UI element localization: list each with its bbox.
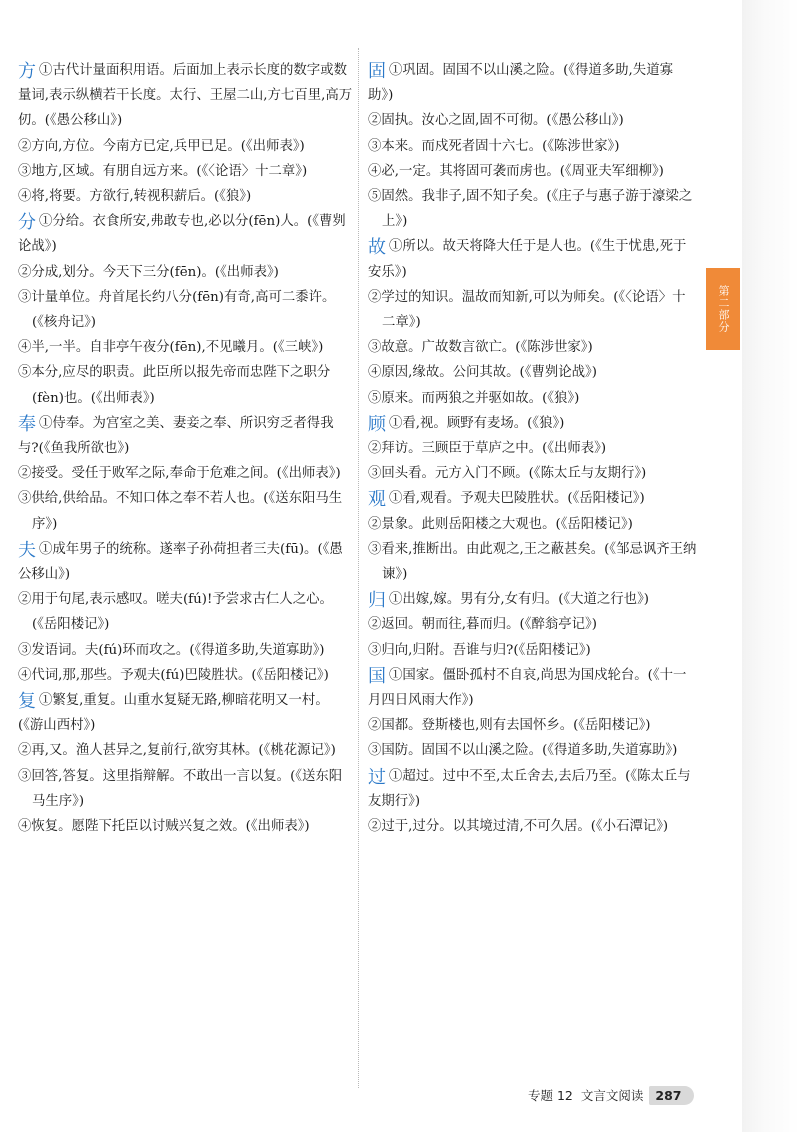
- sense-definition: ②接受。受任于败军之际,奉命于危难之间。(《出师表》): [18, 466, 341, 482]
- headword: 分: [18, 212, 36, 234]
- sense-definition: ①侍奉。为宫室之美、妻妾之奉、所识穷乏者得我与?(《鱼我所欲也》): [18, 415, 334, 457]
- headword: 观: [368, 489, 386, 511]
- sense-definition: ②过于,过分。以其境过清,不可久居。(《小石潭记》): [368, 819, 669, 835]
- column-divider: [358, 48, 359, 1088]
- headword: 过: [368, 766, 386, 788]
- dictionary-entry: [18, 58, 354, 209]
- sense-definition: ④半,一半。自非亭午夜分(fēn),不见曦月。(《三峡》): [18, 340, 324, 356]
- left-column: [18, 58, 354, 839]
- sense-definition: ②返回。朝而往,暮而归。(《醉翁亭记》): [368, 617, 597, 633]
- sense-definition: ②方向,方位。今南方已定,兵甲已足。(《出师表》): [18, 138, 305, 154]
- sense-definition: ④原因,缘故。公问其故。(《曹刿论战》): [368, 365, 597, 381]
- sense-definition: ①成年男子的统称。遂率子孙荷担者三夫(fū)。(《愚公移山》): [18, 541, 343, 583]
- dictionary-entry: [18, 537, 354, 688]
- sense-definition: ③国防。固国不以山溪之险。(《得道多助,失道寡助》): [368, 743, 678, 759]
- sense-definition: ①看,视。顾野有麦场。(《狼》): [389, 415, 565, 431]
- sense-definition: ④必,一定。其将固可袭而虏也。(《周亚夫军细柳》): [368, 163, 664, 179]
- sense-definition: ③故意。广故数言欲亡。(《陈涉世家》): [368, 340, 593, 356]
- sense-definition: ①出嫁,嫁。男有分,女有归。(《大道之行也》): [389, 592, 649, 608]
- dictionary-entry: [18, 688, 354, 839]
- sense-definition: ③归向,归附。吾谁与归?(《岳阳楼记》): [368, 642, 591, 658]
- sense-definition: ③发语词。夫(fú)环而攻之。(《得道多助,失道寡助》): [18, 642, 325, 658]
- sense-definition: ②分成,划分。今天下三分(fēn)。(《出师表》): [18, 264, 279, 280]
- page-number: 287: [649, 1086, 693, 1105]
- sense-definition: ③回答,答复。这里指辩解。不敢出一言以复。(《送东阳马生序》): [18, 768, 343, 809]
- page-edge: [742, 0, 800, 1132]
- headword: 奉: [18, 413, 36, 435]
- sense-definition: ④将,将要。方欲行,转视积薪后。(《狼》): [18, 189, 252, 205]
- sense-definition: ①看,观看。予观夫巴陵胜状。(《岳阳楼记》): [389, 491, 645, 507]
- dictionary-entry: [368, 234, 698, 410]
- headword: 顾: [368, 413, 386, 435]
- sense-definition: ①分给。衣食所安,弗敢专也,必以分(fēn)人。(《曹刿论战》): [18, 214, 346, 255]
- sense-definition: ②用于句尾,表示感叹。嗟夫(fú)!予尝求古仁人之心。(《岳阳楼记》): [18, 592, 333, 633]
- sense-definition: ③供给,供给品。不知口体之奉不若人也。(《送东阳马生序》): [18, 491, 343, 532]
- sense-definition: ②学过的知识。温故而知新,可以为师矣。(《〈论语〉十二章》): [368, 289, 686, 331]
- dictionary-entry: [368, 58, 698, 234]
- sense-definition: ③看来,推断出。由此观之,王之蔽甚矣。(《邹忌讽齐王纳谏》): [368, 541, 697, 583]
- sense-definition: ⑤本分,应尽的职责。此臣所以报先帝而忠陛下之职分(fèn)也。(《出师表》): [18, 365, 331, 406]
- dictionary-entry: [368, 486, 698, 587]
- sense-definition: ②景象。此则岳阳楼之大观也。(《岳阳楼记》): [368, 516, 633, 532]
- dictionary-entry: [368, 764, 698, 840]
- sense-definition: ①巩固。固国不以山溪之险。(《得道多助,失道寡助》): [368, 63, 673, 104]
- page-footer: [528, 1084, 694, 1106]
- sense-definition: ①超过。过中不至,太丘舍去,去后乃至。(《陈太丘与友期行》): [368, 768, 691, 809]
- sense-definition: ④代词,那,那些。予观夫(fú)巴陵胜状。(《岳阳楼记》): [18, 667, 329, 683]
- headword: 故: [368, 237, 386, 259]
- sense-definition: ②再,又。渔人甚异之,复前行,欲穷其林。(《桃花源记》): [18, 743, 336, 759]
- dictionary-entry: [368, 587, 698, 663]
- sense-definition: ①古代计量面积用语。后面加上表示长度的数字或数量词,表示纵横若干长度。太行、王屋二山,方七百里,高万仞。(《愚公移山》): [18, 63, 353, 129]
- sense-definition: ⑤原来。而两狼之并驱如故。(《狼》): [368, 390, 580, 406]
- dictionary-entry: [18, 411, 354, 537]
- sense-definition: ④恢复。愿陛下托臣以讨贼兴复之效。(《出师表》): [18, 819, 310, 835]
- headword: 方: [18, 61, 36, 82]
- right-column: [368, 58, 698, 839]
- sense-definition: ⑤固然。我非子,固不知子矣。(《庄子与惠子游于濠梁之上》): [368, 189, 693, 230]
- dictionary-entry: [368, 411, 698, 487]
- dictionary-entry: [18, 209, 354, 411]
- footer-topic: 专题 12: [528, 1088, 573, 1103]
- dictionary-entry: [368, 663, 698, 764]
- sense-definition: ②拜访。三顾臣于草庐之中。(《出师表》): [368, 441, 607, 457]
- sense-definition: ③回头看。元方入门不顾。(《陈太丘与友期行》): [368, 466, 647, 482]
- headword: 夫: [18, 539, 36, 561]
- headword: 复: [18, 691, 36, 713]
- sense-definition: ③地方,区域。有朋自远方来。(《〈论语〉十二章》): [18, 163, 308, 179]
- headword: 归: [368, 590, 386, 612]
- sense-definition: ①繁复,重复。山重水复疑无路,柳暗花明又一村。(《游山西村》): [18, 693, 329, 734]
- headword: 固: [368, 61, 386, 82]
- footer-title: 文言文阅读: [580, 1088, 644, 1103]
- sense-definition: ②固执。汝心之固,固不可彻。(《愚公移山》): [368, 113, 624, 129]
- sense-definition: ③本来。而戍死者固十六七。(《陈涉世家》): [368, 138, 620, 154]
- sense-definition: ②国都。登斯楼也,则有去国怀乡。(《岳阳楼记》): [368, 718, 651, 734]
- sense-definition: ③计量单位。舟首尾长约八分(fēn)有奇,高可二黍许。(《核舟记》): [18, 289, 336, 331]
- headword: 国: [368, 665, 386, 687]
- sense-definition: ①所以。故天将降大任于是人也。(《生于忧患,死于安乐》): [368, 239, 687, 280]
- section-tab: 第二部分: [706, 268, 740, 350]
- sense-definition: ①国家。僵卧孤村不自哀,尚思为国戍轮台。(《十一月四日风雨大作》): [368, 667, 687, 709]
